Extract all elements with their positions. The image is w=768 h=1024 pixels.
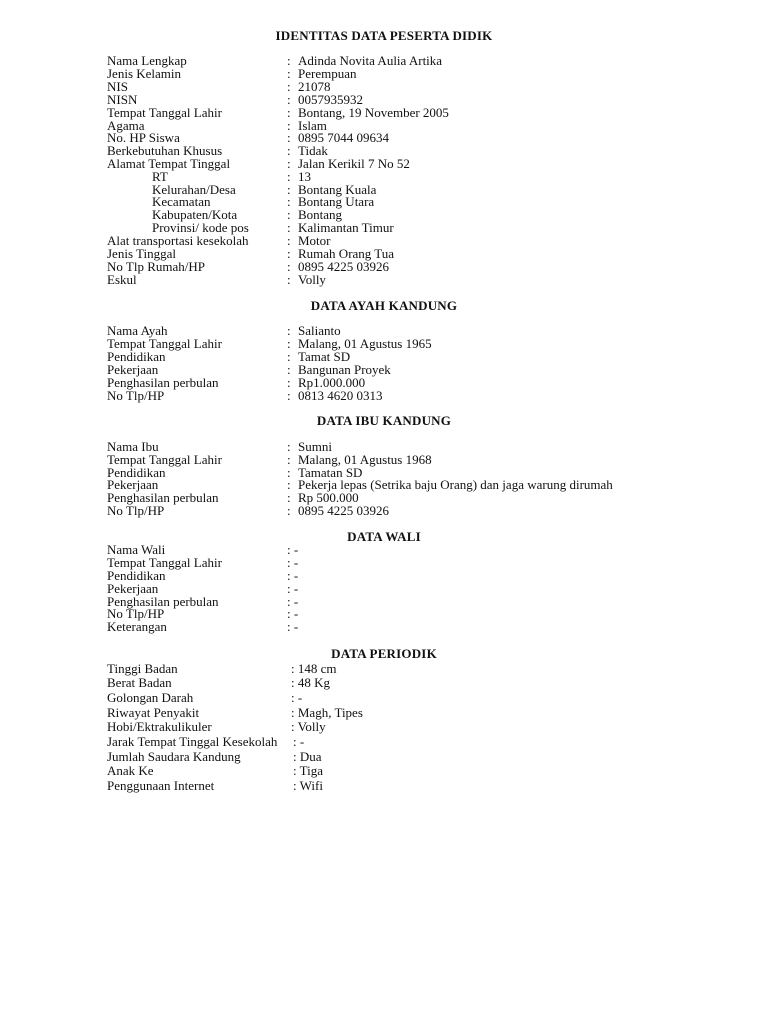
field-label: Nama Lengkap: [107, 53, 187, 68]
colon: :: [287, 439, 291, 454]
field-label: Tempat Tanggal Lahir: [107, 452, 222, 467]
field-label: Penggunaan Internet: [107, 778, 215, 793]
field-value: 0895 4225 03926: [298, 503, 389, 518]
field-value: Tamat SD: [298, 349, 351, 364]
field-value: Rp 500.000: [298, 490, 359, 505]
field-value: Bontang: [298, 207, 343, 222]
colon: :: [287, 349, 291, 364]
field-value: Tamatan SD: [298, 465, 363, 480]
section-heading-ayah: DATA AYAH KANDUNG: [310, 298, 458, 313]
field-label: RT: [152, 169, 168, 184]
field-value: : -: [287, 568, 299, 583]
field-label: Pekerjaan: [107, 362, 159, 377]
field-value: : Dua: [293, 749, 322, 764]
colon: :: [287, 194, 291, 209]
field-value: : Wifi: [293, 778, 323, 793]
field-label: No Tlp/HP: [107, 503, 165, 518]
field-value: : Tiga: [293, 763, 323, 778]
field-value: : -: [291, 690, 303, 705]
field-value: 0895 7044 09634: [298, 130, 389, 145]
field-value: 0895 4225 03926: [298, 259, 389, 274]
field-label: Nama Ayah: [107, 323, 168, 338]
colon: :: [287, 272, 291, 287]
colon: :: [287, 233, 291, 248]
field-label: Pendidikan: [107, 568, 166, 583]
field-value: Tidak: [298, 143, 328, 158]
field-value: : Volly: [291, 719, 326, 734]
field-label: Jumlah Saudara Kandung: [107, 749, 241, 764]
field-value: 13: [298, 169, 311, 184]
field-value: : -: [287, 581, 299, 596]
colon: :: [287, 375, 291, 390]
colon: :: [287, 182, 291, 197]
colon: :: [287, 388, 291, 403]
field-label: NIS: [107, 79, 128, 94]
field-label: Alamat Tempat Tinggal: [107, 156, 231, 171]
field-label: Jenis Tinggal: [107, 246, 176, 261]
colon: :: [287, 66, 291, 81]
colon: :: [287, 452, 291, 467]
field-value: : 48 Kg: [291, 675, 330, 690]
colon: :: [287, 92, 291, 107]
field-value: : -: [287, 555, 299, 570]
field-value: : -: [287, 542, 299, 557]
field-label: Penghasilan perbulan: [107, 375, 219, 390]
field-label: No. HP Siswa: [107, 130, 180, 145]
field-label: Kelurahan/Desa: [152, 182, 236, 197]
field-value: Rp1.000.000: [298, 375, 366, 390]
colon: :: [287, 323, 291, 338]
colon: :: [287, 207, 291, 222]
colon: :: [287, 246, 291, 261]
field-label: Penghasilan perbulan: [107, 594, 219, 609]
field-value: Rumah Orang Tua: [298, 246, 395, 261]
field-label: Berkebutuhan Khusus: [107, 143, 223, 158]
field-label: Berat Badan: [107, 675, 172, 690]
field-label: Tempat Tanggal Lahir: [107, 105, 222, 120]
colon: :: [287, 143, 291, 158]
colon: :: [287, 130, 291, 145]
field-label: Tempat Tanggal Lahir: [107, 555, 222, 570]
field-label: Alat transportasi kesekolah: [107, 233, 249, 248]
field-label: Kabupaten/Kota: [152, 207, 238, 222]
section-heading-periodik: DATA PERIODIK: [331, 646, 437, 661]
field-label: Pendidikan: [107, 349, 166, 364]
field-label: No Tlp/HP: [107, 388, 165, 403]
field-value: : -: [287, 594, 299, 609]
colon: :: [287, 336, 291, 351]
colon: :: [287, 53, 291, 68]
colon: :: [287, 362, 291, 377]
colon: :: [287, 105, 291, 120]
field-value: Kalimantan Timur: [298, 220, 394, 235]
colon: :: [287, 259, 291, 274]
field-value: Bangunan Proyek: [298, 362, 391, 377]
colon: :: [287, 490, 291, 505]
field-value: Motor: [298, 233, 331, 248]
field-label: Pendidikan: [107, 465, 166, 480]
field-value: : Magh, Tipes: [291, 705, 363, 720]
colon: :: [287, 220, 291, 235]
field-value: Adinda Novita Aulia Artika: [298, 53, 443, 68]
field-value: Volly: [298, 272, 326, 287]
field-label: Provinsi/ kode pos: [152, 220, 249, 235]
colon: :: [287, 465, 291, 480]
field-label: No Tlp/HP: [107, 606, 165, 621]
field-value: Salianto: [298, 323, 341, 338]
field-value: 0813 4620 0313: [298, 388, 383, 403]
colon: :: [287, 477, 291, 492]
section-heading-wali: DATA WALI: [347, 529, 421, 544]
field-value: Islam: [298, 118, 327, 133]
field-value: Pekerja lepas (Setrika baju Orang) dan jaga warung dirumah: [298, 477, 613, 492]
field-label: Jarak Tempat Tinggal Kesekolah: [107, 734, 278, 749]
colon: :: [287, 169, 291, 184]
field-value: Bontang, 19 November 2005: [298, 105, 449, 120]
field-value: : 148 cm: [291, 661, 337, 676]
page-title: IDENTITAS DATA PESERTA DIDIK: [275, 28, 493, 43]
colon: :: [287, 79, 291, 94]
field-value: Malang, 01 Agustus 1965: [298, 336, 432, 351]
colon: :: [287, 118, 291, 133]
field-label: Pekerjaan: [107, 477, 159, 492]
field-label: Riwayat Penyakit: [107, 705, 200, 720]
field-value: Bontang Kuala: [298, 182, 377, 197]
field-label: Tinggi Badan: [107, 661, 178, 676]
field-value: : -: [287, 619, 299, 634]
field-value: Perempuan: [298, 66, 357, 81]
field-label: NISN: [107, 92, 138, 107]
field-value: 21078: [298, 79, 331, 94]
field-label: Keterangan: [107, 619, 167, 634]
field-value: Sumni: [298, 439, 332, 454]
section-heading-ibu: DATA IBU KANDUNG: [316, 413, 452, 428]
field-value: : -: [293, 734, 305, 749]
field-label: Anak Ke: [107, 763, 154, 778]
field-label: Kecamatan: [152, 194, 211, 209]
colon: :: [287, 156, 291, 171]
field-label: Eskul: [107, 272, 137, 287]
field-label: Nama Ibu: [107, 439, 159, 454]
field-label: Hobi/Ektrakulikuler: [107, 719, 212, 734]
field-value: : -: [287, 606, 299, 621]
field-value: Bontang Utara: [298, 194, 375, 209]
field-label: Agama: [107, 118, 145, 133]
field-label: Pekerjaan: [107, 581, 159, 596]
colon: :: [287, 503, 291, 518]
field-value: Jalan Kerikil 7 No 52: [298, 156, 410, 171]
field-label: Nama Wali: [107, 542, 166, 557]
field-label: Penghasilan perbulan: [107, 490, 219, 505]
field-value: 0057935932: [298, 92, 363, 107]
field-label: No Tlp Rumah/HP: [107, 259, 205, 274]
field-label: Tempat Tanggal Lahir: [107, 336, 222, 351]
field-label: Jenis Kelamin: [107, 66, 182, 81]
field-value: Malang, 01 Agustus 1968: [298, 452, 432, 467]
field-label: Golongan Darah: [107, 690, 194, 705]
